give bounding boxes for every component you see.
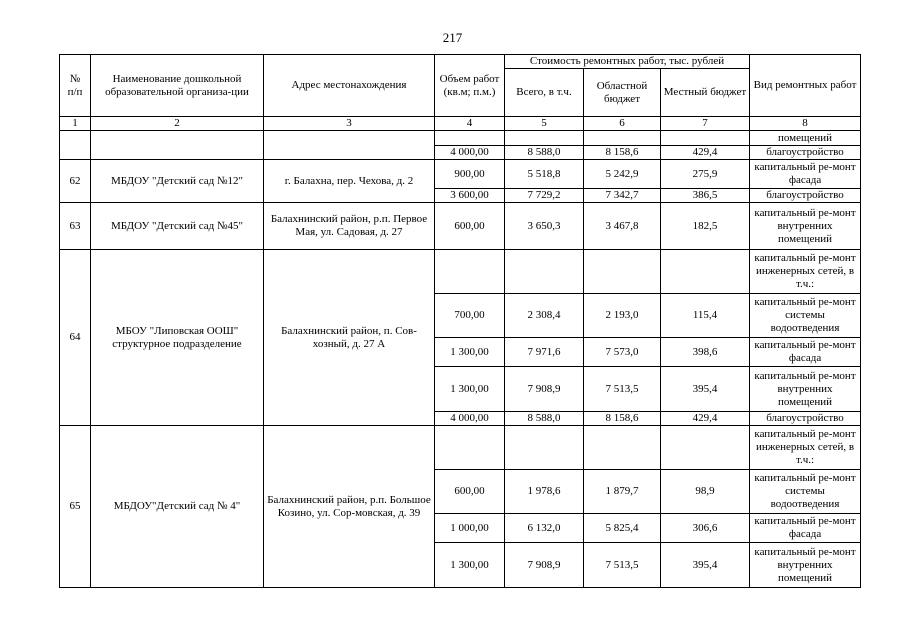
regional-cell: 7 573,0 — [584, 338, 661, 367]
col-number: 1 — [60, 117, 91, 131]
total-cell: 6 132,0 — [505, 514, 584, 543]
regional-cell: 8 158,6 — [584, 146, 661, 160]
col-number: 5 — [505, 117, 584, 131]
header-cost-group: Стоимость ремонтных работ, тыс. рублей — [505, 55, 750, 69]
header-type: Вид ремонтных работ — [750, 55, 861, 117]
regional-cell: 2 193,0 — [584, 294, 661, 338]
header-name: Наименование дошкольной образовательной организа-ции — [91, 55, 264, 117]
total-cell: 8 588,0 — [505, 412, 584, 426]
type-cell: капитальный ре-монт внутренних помещений — [750, 203, 861, 250]
col-number: 2 — [91, 117, 264, 131]
page-number: 217 — [442, 30, 463, 45]
header-total: Всего, в т.ч. — [505, 69, 584, 117]
table-row — [60, 131, 861, 146]
type-cell: капитальный ре-монт инженерных сетей, в т.ч.: — [750, 426, 861, 470]
type-cell: капитальный ре-монт системы водоотведения — [750, 294, 861, 338]
volume-cell: 1 000,00 — [435, 514, 505, 543]
col-number: 3 — [264, 117, 435, 131]
table-row — [60, 250, 861, 294]
regional-cell: 1 879,7 — [584, 470, 661, 514]
row-number: 63 — [60, 203, 91, 250]
col-number: 4 — [435, 117, 505, 131]
type-cell: благоустройство — [750, 412, 861, 426]
type-cell: благоустройство — [750, 146, 861, 160]
total-cell: 7 908,9 — [505, 367, 584, 412]
volume-cell: 900,00 — [435, 160, 505, 189]
total-cell: 3 650,3 — [505, 203, 584, 250]
column-numbers-row — [60, 117, 861, 131]
regional-cell: 3 467,8 — [584, 203, 661, 250]
volume-cell: 3 600,00 — [435, 189, 505, 203]
address-cell: Балахнинский район, п. Сов-хозный, д. 27 А — [264, 250, 435, 426]
local-cell: 395,4 — [661, 367, 750, 412]
regional-cell: 5 825,4 — [584, 514, 661, 543]
organization-name: МБДОУ"Детский сад № 4" — [91, 426, 264, 588]
total-cell: 1 978,6 — [505, 470, 584, 514]
address-cell: Балахнинский район, р.п. Большое Козино, ул. Сор-мовская, д. 39 — [264, 426, 435, 588]
header-local: Местный бюджет — [661, 69, 750, 117]
regional-cell: 8 158,6 — [584, 412, 661, 426]
header-address: Адрес местонахождения — [264, 55, 435, 117]
repair-works-table — [59, 54, 861, 588]
type-cell: помещений — [750, 131, 861, 146]
organization-name: МБДОУ "Детский сад №45" — [91, 203, 264, 250]
local-cell: 429,4 — [661, 412, 750, 426]
table-row — [60, 426, 861, 470]
volume-cell: 1 300,00 — [435, 338, 505, 367]
col-number: 8 — [750, 117, 861, 131]
local-cell: 182,5 — [661, 203, 750, 250]
total-cell: 2 308,4 — [505, 294, 584, 338]
local-cell: 306,6 — [661, 514, 750, 543]
volume-cell: 1 300,00 — [435, 543, 505, 588]
row-number: 64 — [60, 250, 91, 426]
total-cell: 8 588,0 — [505, 146, 584, 160]
address-cell: Балахнинский район, р.п. Первое Мая, ул. Садовая, д. 27 — [264, 203, 435, 250]
col-number: 6 — [584, 117, 661, 131]
local-cell: 395,4 — [661, 543, 750, 588]
header-regional: Областной бюджет — [584, 69, 661, 117]
total-cell: 7 729,2 — [505, 189, 584, 203]
local-cell: 98,9 — [661, 470, 750, 514]
volume-cell: 600,00 — [435, 203, 505, 250]
local-cell: 429,4 — [661, 146, 750, 160]
row-number: 65 — [60, 426, 91, 588]
row-number: 62 — [60, 160, 91, 203]
col-number: 7 — [661, 117, 750, 131]
local-cell: 115,4 — [661, 294, 750, 338]
local-cell: 386,5 — [661, 189, 750, 203]
type-cell: капитальный ре-монт фасада — [750, 514, 861, 543]
regional-cell: 7 513,5 — [584, 543, 661, 588]
volume-cell: 600,00 — [435, 470, 505, 514]
total-cell: 7 908,9 — [505, 543, 584, 588]
header-num: № п/п — [60, 55, 91, 117]
type-cell: капитальный ре-монт внутренних помещений — [750, 543, 861, 588]
header-volume: Объем работ (кв.м; п.м.) — [435, 55, 505, 117]
volume-cell: 700,00 — [435, 294, 505, 338]
organization-name: МБДОУ "Детский сад №12" — [91, 160, 264, 203]
type-cell: капитальный ре-монт фасада — [750, 338, 861, 367]
volume-cell: 4 000,00 — [435, 146, 505, 160]
organization-name: МБОУ "Липовская ООШ" структурное подразделение — [91, 250, 264, 426]
regional-cell: 5 242,9 — [584, 160, 661, 189]
type-cell: капитальный ре-монт фасада — [750, 160, 861, 189]
table-row — [60, 160, 861, 189]
type-cell: капитальный ре-монт системы водоотведения — [750, 470, 861, 514]
address-cell: г. Балахна, пер. Чехова, д. 2 — [264, 160, 435, 203]
type-cell: благоустройство — [750, 189, 861, 203]
local-cell: 275,9 — [661, 160, 750, 189]
volume-cell: 1 300,00 — [435, 367, 505, 412]
regional-cell: 7 513,5 — [584, 367, 661, 412]
total-cell: 5 518,8 — [505, 160, 584, 189]
total-cell: 7 971,6 — [505, 338, 584, 367]
table-row — [60, 203, 861, 250]
type-cell: капитальный ре-монт внутренних помещений — [750, 367, 861, 412]
volume-cell: 4 000,00 — [435, 412, 505, 426]
regional-cell: 7 342,7 — [584, 189, 661, 203]
type-cell: капитальный ре-монт инженерных сетей, в т.ч.: — [750, 250, 861, 294]
local-cell: 398,6 — [661, 338, 750, 367]
